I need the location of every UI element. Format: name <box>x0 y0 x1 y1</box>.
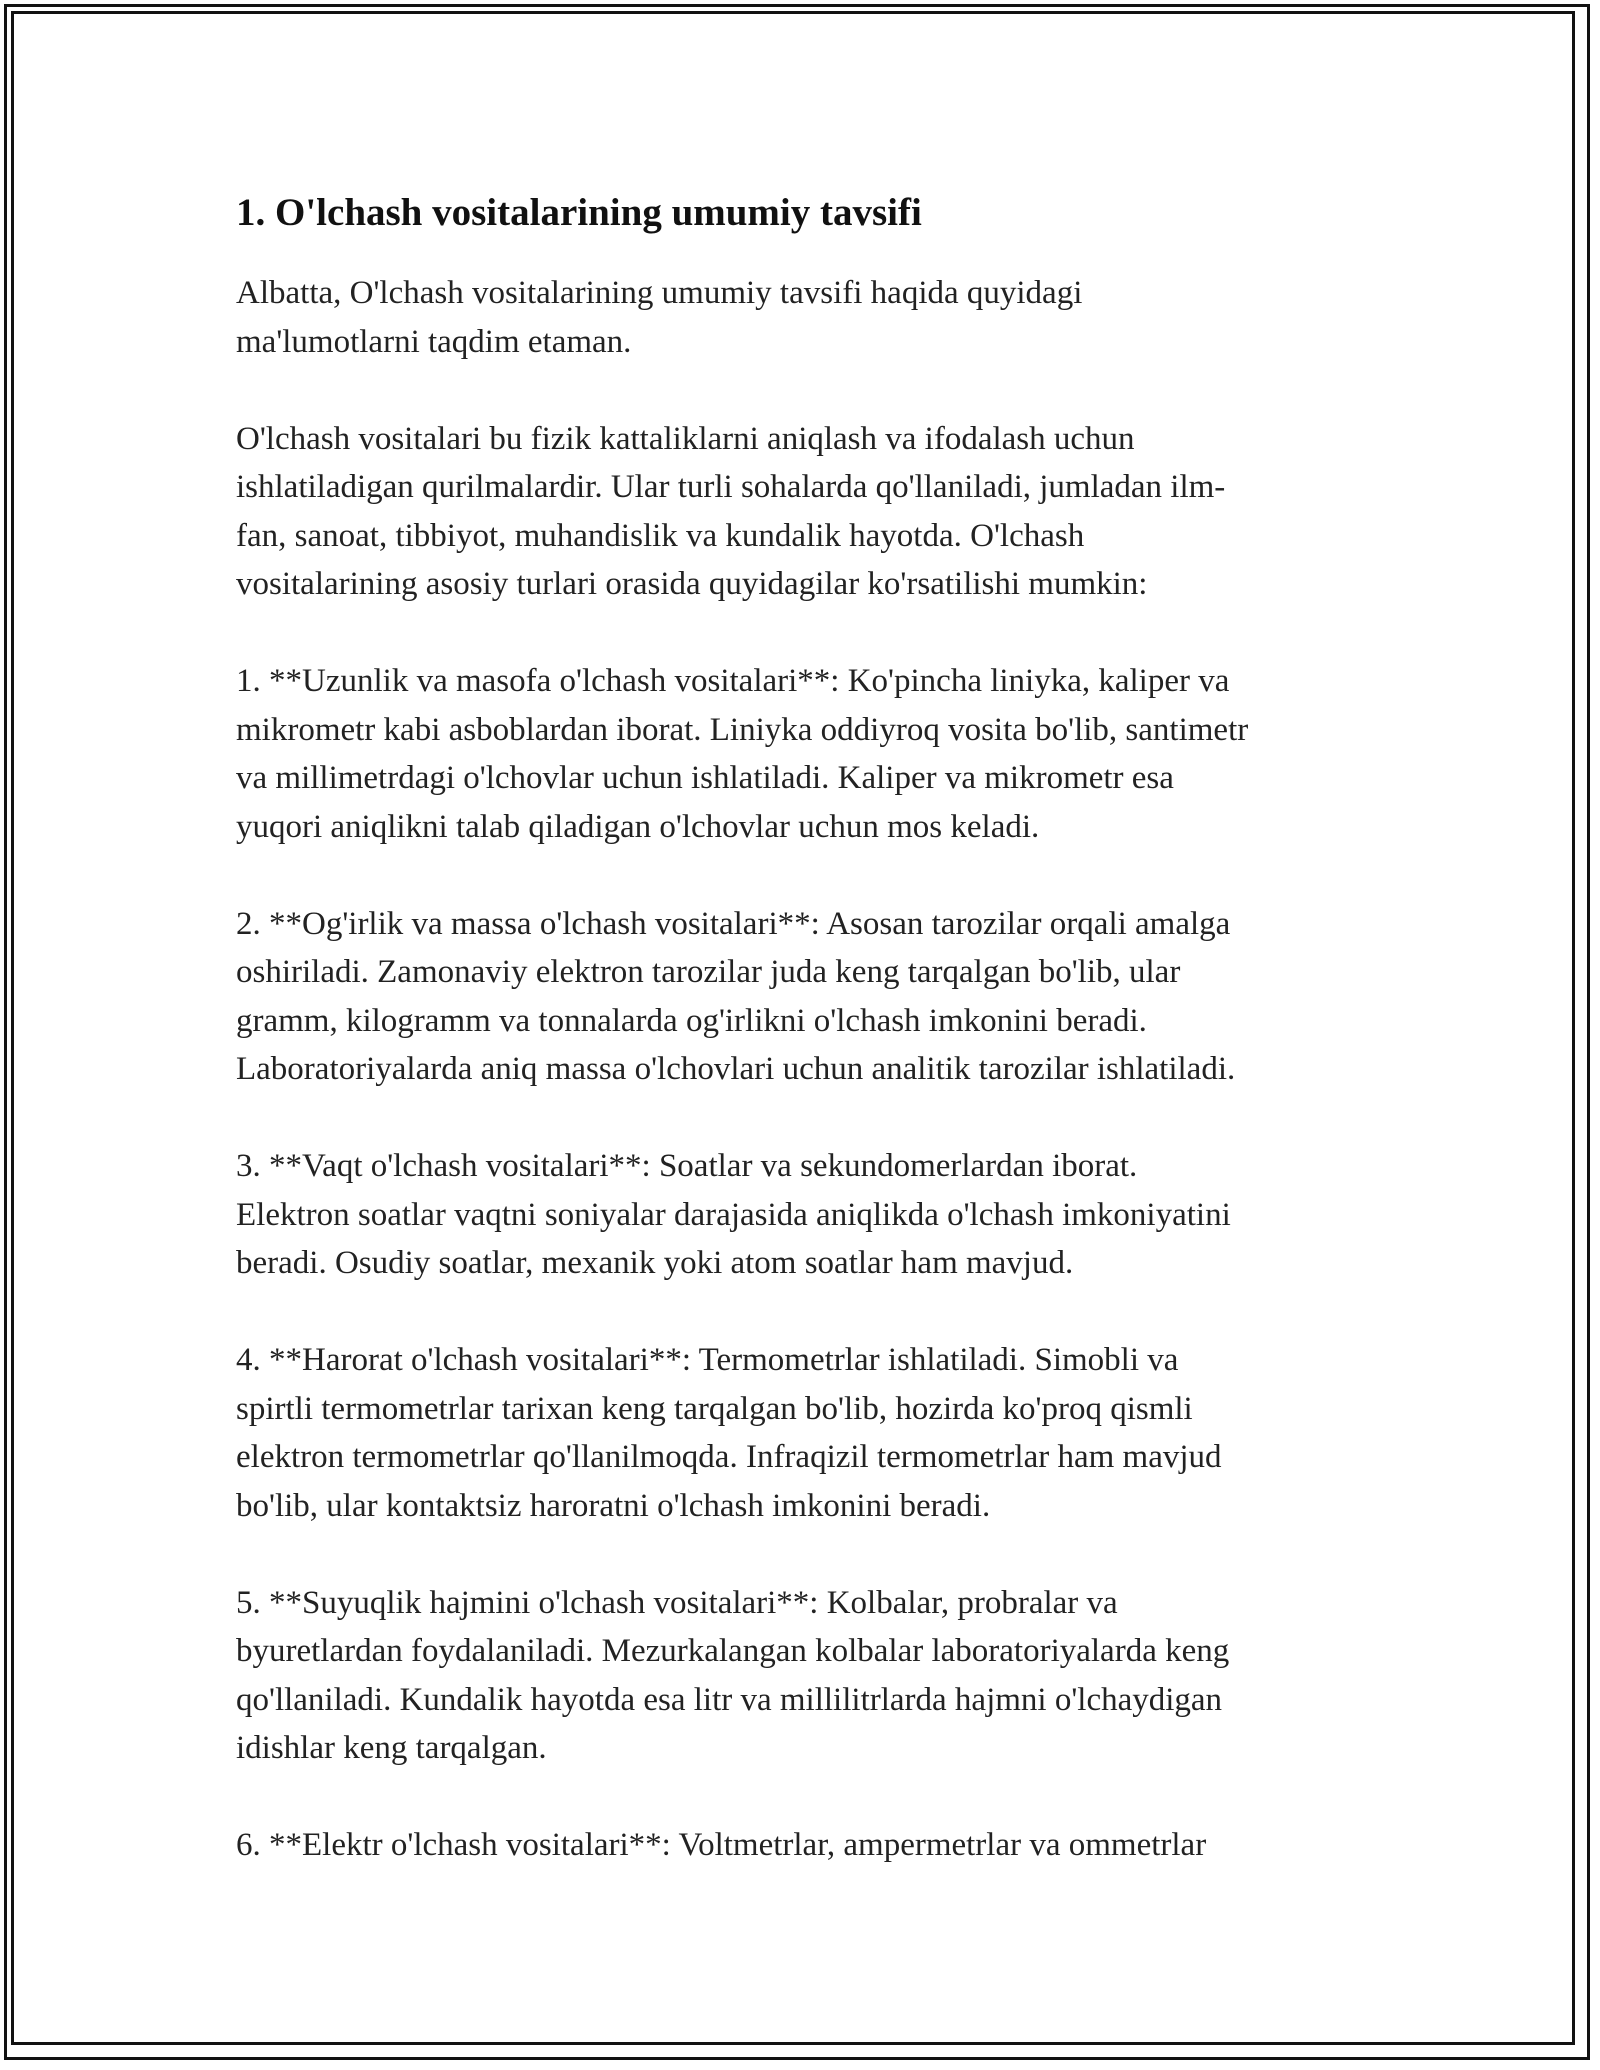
paragraph-line: Laboratoriyalarda aniq massa o'lchovlari uchun analitik tarozilar ishlatiladi. <box>236 1051 1236 1087</box>
list-item-volume <box>236 1579 1376 1773</box>
list-item-time <box>236 1142 1376 1288</box>
paragraph-line: idishlar keng tarqalgan. <box>236 1730 547 1766</box>
paragraph-line: 6. **Elektr o'lchash vositalari**: Voltmetrlar, ampermetrlar va ommetrlar <box>236 1827 1207 1863</box>
paragraph-line: qo'llaniladi. Kundalik hayotda esa litr va millilitrlarda hajmni o'lchaydigan <box>236 1681 1223 1718</box>
paragraph-line: yuqori aniqlikni talab qiladigan o'lchovlar uchun mos keladi. <box>236 808 1040 845</box>
paragraph-intro <box>236 269 1376 366</box>
list-item-temperature <box>236 1336 1376 1530</box>
paragraph-line: 1. **Uzunlik va masofa o'lchash vositalari**: Ko'pincha liniyka, kaliper va <box>236 663 1230 699</box>
list-item-mass <box>236 900 1376 1094</box>
paragraph-line: 2. **Og'irlik va massa o'lchash vositalari**: Asosan tarozilar orqali amalga <box>236 905 1231 942</box>
document-title: 1. O'lchash vositalarining umumiy tavsifi <box>236 191 922 234</box>
paragraph-line: ishlatiladigan qurilmalardir. Ular turli sohalarda qo'llaniladi, jumladan ilm- <box>236 469 1226 505</box>
paragraph-line: Albatta, O'lchash vositalarining umumiy tavsifi haqida quyidagi <box>236 275 1083 311</box>
paragraph-line: 5. **Suyuqlik hajmini o'lchash vositalari**: Kolbalar, probralar va <box>236 1584 1118 1621</box>
paragraph-line: 4. **Harorat o'lchash vositalari**: Termometrlar ishlatiladi. Simobli va <box>236 1342 1179 1378</box>
paragraph-line: gramm, kilogramm va tonnalarda og'irlikni o'lchash imkonini beradi. <box>236 1002 1147 1039</box>
paragraph-line: byuretlardan foydalaniladi. Mezurkalangan kolbalar laboratoriyalarda keng <box>236 1633 1230 1669</box>
paragraph-line: 3. **Vaqt o'lchash vositalari**: Soatlar va sekundomerlardan iborat. <box>236 1148 1138 1184</box>
document-body <box>236 183 1376 1918</box>
paragraph-definition <box>236 415 1376 609</box>
paragraph-line: Elektron soatlar vaqtni soniyalar darajasida aniqlikda o'lchash imkoniyatini <box>236 1196 1231 1233</box>
paragraph-line: vositalarining asosiy turlari orasida quyidagilar ko'rsatilishi mumkin: <box>236 566 1148 602</box>
paragraph-line: va millimetrdagi o'lchovlar uchun ishlatiladi. Kaliper va mikrometr esa <box>236 760 1174 796</box>
paragraph-line: beradi. Osudiy soatlar, mexanik yoki atom soatlar ham mavjud. <box>236 1245 1074 1281</box>
paragraph-line: mikrometr kabi asboblardan iborat. Liniyka oddiyroq vosita bo'lib, santimetr <box>236 711 1249 748</box>
paragraph-line: elektron termometrlar qo'llanilmoqda. Infraqizil termometrlar ham mavjud <box>236 1439 1222 1475</box>
list-item-electric <box>236 1821 1376 1870</box>
paragraph-line: ma'lumotlarni taqdim etaman. <box>236 323 632 360</box>
paragraph-line: fan, sanoat, tibbiyot, muhandislik va kundalik hayotda. O'lchash <box>236 517 1085 554</box>
list-item-length <box>236 657 1376 851</box>
paragraph-line: bo'lib, ular kontaktsiz haroratni o'lchash imkonini beradi. <box>236 1487 991 1524</box>
paragraph-line: oshiriladi. Zamonaviy elektron tarozilar juda keng tarqalgan bo'lib, ular <box>236 954 1181 990</box>
paragraph-line: O'lchash vositalari bu fizik kattaliklarni aniqlash va ifodalash uchun <box>236 420 1135 457</box>
paragraph-line: spirtli termometrlar tarixan keng tarqalgan bo'lib, hozirda ko'proq qismli <box>236 1390 1193 1427</box>
